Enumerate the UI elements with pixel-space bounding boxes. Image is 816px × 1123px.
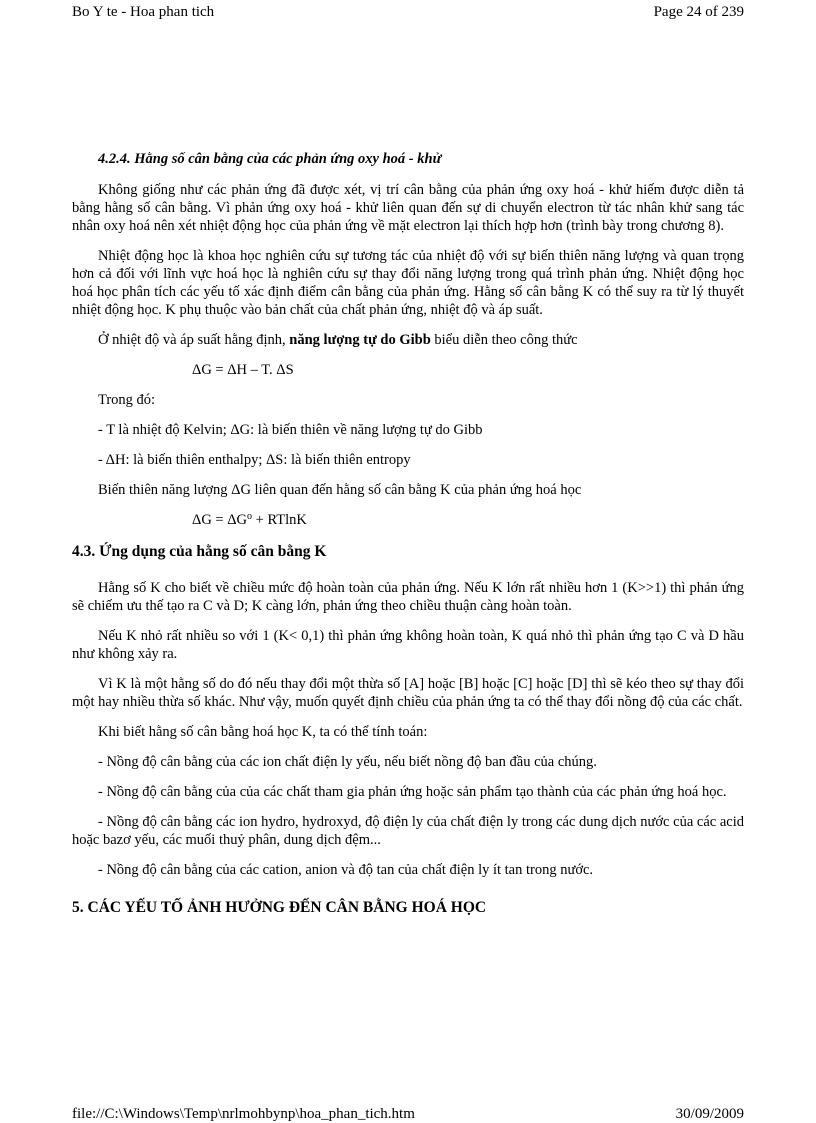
section-5-heading: 5. CÁC YẾU TỐ ẢNH HƯỞNG ĐẾN CÂN BẰNG HOÁ HỌC — [72, 899, 487, 916]
paragraph: Trong đó: — [98, 392, 156, 408]
formula-part: ΔG = ΔG — [192, 512, 248, 528]
paragraph: Nếu K nhỏ rất nhiều so với 1 (K< 0,1) thì phản ứng không hoàn toàn, K quá nhỏ thì phản ứng tạo C và D hầu như không xảy ra. — [72, 628, 744, 662]
superscript: o — [247, 511, 253, 522]
paragraph: Biến thiên năng lượng ΔG liên quan đến hằng số cân bằng K của phản ứng hoá học — [98, 482, 582, 498]
paragraph: Khi biết hằng số cân bằng hoá học K, ta có thể tính toán: — [98, 724, 428, 740]
list-item: - Nồng độ cân bằng của các ion chất điện ly yếu, nếu biết nồng độ ban đầu của chúng. — [98, 754, 597, 770]
section-4-3-heading: 4.3. Ứng dụng của hằng số cân bằng K — [72, 543, 327, 560]
print-date: 30/09/2009 — [675, 1106, 744, 1122]
formula-equilibrium — [72, 511, 744, 529]
text: Ở nhiệt độ và áp suất hằng định, — [98, 332, 290, 348]
formula-gibbs: ΔG = ΔH – T. ΔS — [192, 362, 294, 378]
paragraph: Nhiệt động học là khoa học nghiên cứu sự tương tác của nhiệt độ với sự biến thiên năng lượng và quan trọng hơn cả đối với lĩnh vực hoá học là nghiên cứu sự thay đổi năng lượng trong quá trình phản ứng. Nhiệt động học hoá học phân tích các yếu tố xác định điểm cân bằng của phản ứng. Hằng số cân bằng K có thể suy ra từ lý thuyết nhiệt động học. K phụ thuộc vào bản chất của chất phản ứng, nhiệt độ và áp suất. — [72, 248, 744, 318]
page-number: Page 24 of 239 — [653, 4, 744, 20]
paragraph: Vì K là một hằng số do đó nếu thay đổi một thừa số [A] hoặc [B] hoặc [C] hoặc [D] thì sẽ kéo theo sự thay đổi một hay nhiều thừa số khác. Như vậy, muốn quyết định chiều của phản ứng ta có thể thay đổi nồng độ của các chất. — [72, 676, 744, 710]
document-body — [72, 150, 744, 917]
file-path: file://C:\Windows\Temp\nrlmohbynp\hoa_phan_tich.htm — [72, 1106, 415, 1122]
paragraph: Không giống như các phản ứng đã được xét, vị trí cân bằng của phản ứng oxy hoá - khử hiếm được diễn tả bằng hằng số cân bằng. Vì phản ứng oxy hoá - khử liên quan đến sự di chuyển electron từ tác nhân khử sang tác nhân oxy hoá nên xét nhiệt động học của phản ứng về mặt electron lại thích hợp hơn (trình bày trong chương 8). — [72, 182, 744, 234]
list-item: - Nồng độ cân bằng các ion hydro, hydroxyd, độ điện ly của chất điện ly trong các dung dịch nước của các acid hoặc bazơ yếu, các muối thuỷ phân, dung dịch đệm... — [72, 814, 744, 848]
formula-part: + RTlnK — [252, 512, 307, 528]
text: biểu diễn theo công thức — [430, 332, 578, 348]
paragraph: Hằng số K cho biết về chiều mức độ hoàn toàn của phản ứng. Nếu K lớn rất nhiều hơn 1 (K>>1) thì phản ứng sẽ chiếm ưu thế tạo ra C và D; K càng lớn, phản ứng theo chiều thuận càng hoàn toàn. — [72, 580, 744, 614]
bold-term: năng lượng tự do Gibb — [289, 332, 431, 348]
list-item: - ΔH: là biến thiên enthalpy; ΔS: là biến thiên entropy — [98, 452, 411, 468]
list-item: - Nồng độ cân bằng của các cation, anion và độ tan của chất điện ly ít tan trong nước. — [98, 862, 594, 878]
paragraph — [72, 331, 744, 349]
list-item: - T là nhiệt độ Kelvin; ΔG: là biến thiên về năng lượng tự do Gibb — [98, 422, 483, 438]
section-4-2-4-heading: 4.2.4. Hằng số cân bằng của các phản ứng oxy hoá - khử — [98, 151, 442, 167]
list-item: - Nồng độ cân bằng của của các chất tham gia phản ứng hoặc sản phẩm tạo thành của các phản ứng hoá học. — [98, 784, 727, 800]
header-title: Bo Y te - Hoa phan tich — [72, 4, 215, 20]
